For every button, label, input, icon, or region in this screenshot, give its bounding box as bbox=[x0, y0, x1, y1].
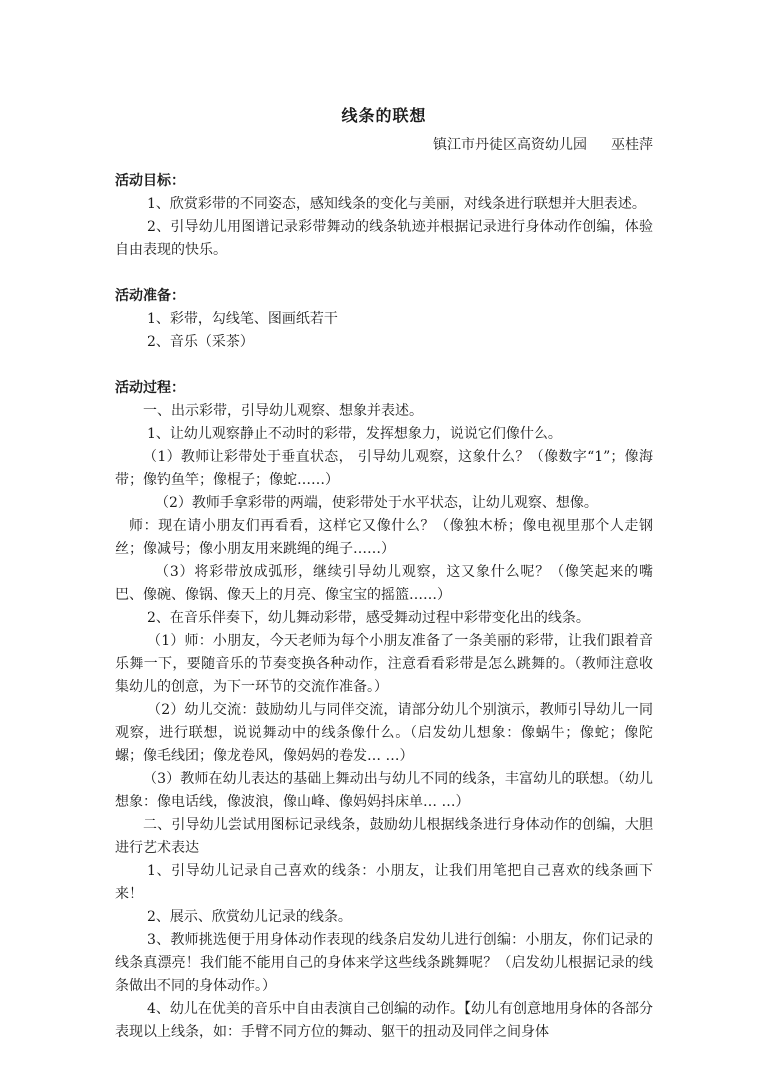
document-body bbox=[115, 170, 653, 1044]
author-line bbox=[433, 134, 653, 154]
process-paragraph: 1、引导幼儿记录自己喜欢的线条：小朋友，让我们用笔把自己喜欢的线条画下来！ bbox=[115, 863, 653, 902]
section-heading-process: 活动过程： bbox=[115, 380, 185, 396]
process-paragraph: 2、在音乐伴奏下，幼儿舞动彩带，感受舞动过程中彩带变化出的线条。 bbox=[147, 610, 590, 626]
process-paragraph: 师：现在请小朋友们再看看，这样它又像什么？（像独木桥；像电视里那个人走钢丝；像减号；像小朋友用来跳绳的绳子……） bbox=[115, 518, 653, 557]
spacer bbox=[115, 354, 653, 377]
process-paragraph: 1、让幼儿观察静止不动时的彩带，发挥想象力，说说它们像什么。 bbox=[147, 426, 562, 442]
goal-item: 1、欣赏彩带的不同姿态，感知线条的变化与美丽，对线条进行联想并大胆表述。 bbox=[147, 196, 646, 212]
document-page bbox=[115, 0, 653, 1080]
process-paragraph: 二、引导幼儿尝试用图标记录线条，鼓励幼儿根据线条进行身体动作的创编，大胆进行艺术表达 bbox=[115, 817, 653, 856]
process-paragraph: 4、幼儿在优美的音乐中自由表演自己创编的动作。【幼儿有创意地用身体的各部分表现以上线条，如：手臂不同方位的舞动、躯干的扭动及同伴之间身体 bbox=[115, 1001, 653, 1040]
spacer bbox=[115, 262, 653, 285]
process-paragraph: （3）教师在幼儿表达的基础上舞动出与幼儿不同的线条，丰富幼儿的联想。（幼儿想象：像电话线，像波浪，像山峰、像妈妈抖床单… …） bbox=[115, 771, 653, 810]
process-paragraph: （1）教师让彩带处于垂直状态， 引导幼儿观察，这象什么？（像数字“1”；像海带；像钓鱼竿；像棍子；像蛇……） bbox=[115, 449, 653, 488]
process-paragraph: 2、展示、欣赏幼儿记录的线条。 bbox=[147, 909, 352, 925]
prep-item: 2、音乐（采茶） bbox=[147, 334, 254, 350]
prep-item: 1、彩带，勾线笔、图画纸若干 bbox=[147, 311, 338, 327]
process-paragraph: 一、出示彩带，引导幼儿观察、想象并表述。 bbox=[143, 403, 423, 419]
author-name: 巫桂萍 bbox=[611, 137, 653, 153]
section-heading-goals: 活动目标： bbox=[115, 173, 185, 189]
process-paragraph: （2）教师手拿彩带的两端，使彩带处于水平状态，让幼儿观察、想像。 bbox=[155, 495, 598, 511]
goal-item: 2、引导幼儿用图谱记录彩带舞动的线条轨迹并根据记录进行身体动作创编，体验自由表现的快乐。 bbox=[115, 219, 653, 258]
process-paragraph: 3、教师挑选便于用身体动作表现的线条启发幼儿进行创编：小朋友，你们记录的线条真漂亮！我们能不能用自己的身体来学这些线条跳舞呢？（启发幼儿根据记录的线条做出不同的身体动作。） bbox=[115, 932, 653, 994]
process-paragraph: （2）幼儿交流：鼓励幼儿与同伴交流，请部分幼儿个别演示，教师引导幼儿一同观察，进行联想，说说舞动中的线条像什么。（启发幼儿想象：像蜗牛；像蛇；像陀螺；像毛线团；像龙卷风，像妈妈的卷发… …） bbox=[115, 702, 653, 764]
author-school: 镇江市丹徒区高资幼儿园 bbox=[433, 137, 587, 153]
section-heading-prep: 活动准备： bbox=[115, 288, 185, 304]
document-title: 线条的联想 bbox=[341, 106, 427, 125]
process-paragraph: （3）将彩带放成弧形，继续引导幼儿观察，这又象什么呢？（像笑起来的嘴巴、像碗、像锅、像天上的月亮、像宝宝的摇篮……） bbox=[115, 564, 653, 603]
process-paragraph: （1）师：小朋友，今天老师为每个小朋友准备了一条美丽的彩带，让我们跟着音乐舞一下，要随音乐的节奏变换各种动作，注意看看彩带是怎么跳舞的。（教师注意收集幼儿的创意，为下一环节的交流作准备。） bbox=[115, 633, 653, 695]
